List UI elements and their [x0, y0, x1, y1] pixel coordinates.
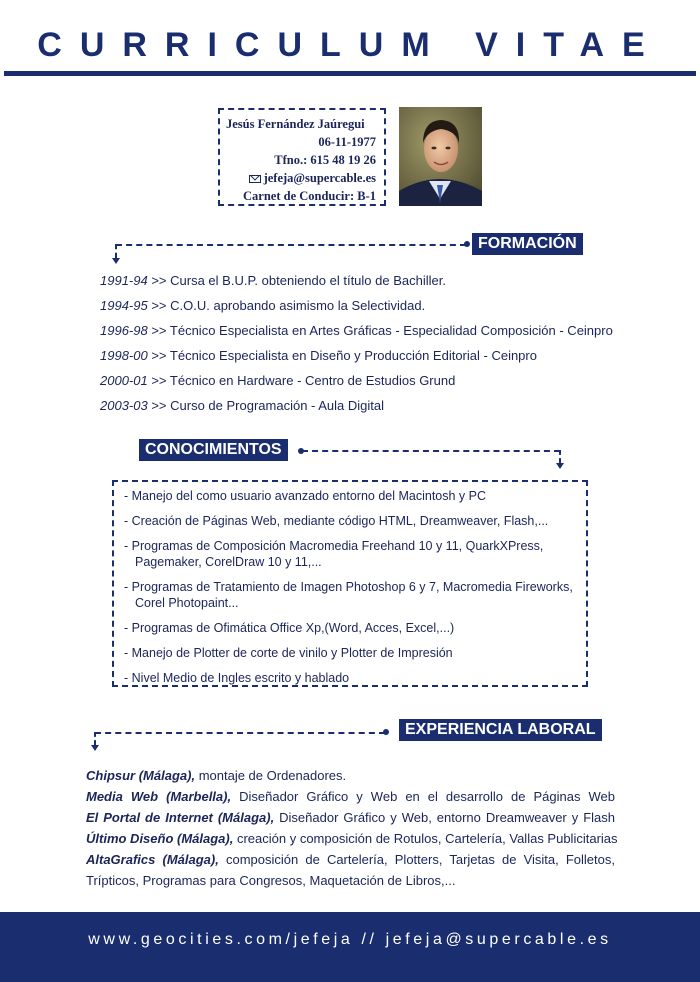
arrow-down-icon [91, 745, 99, 751]
list-item: - Programas de Composición Macromedia Freehand 10 y 11, QuarkXPress, Pagemaker, CorelDraw 10 y 11,... [124, 539, 544, 569]
contact-birthdate: 06-11-1977 [318, 135, 376, 149]
formacion-row: 1991-94 >> Cursa el B.U.P. obteniendo el título de Bachiller. [100, 273, 446, 288]
title-divider [4, 71, 696, 76]
formacion-list [100, 272, 660, 422]
formacion-connector-dot [464, 241, 470, 247]
formacion-connector-drop [115, 244, 117, 258]
footer-links[interactable]: www.geocities.com/jefeja // jefeja@supercable.es [88, 931, 612, 948]
formacion-row: 2003-03 >> Curso de Programación - Aula Digital [100, 398, 385, 413]
formacion-row: 1994-95 >> C.O.U. aprobando asimismo la Selectividad. [100, 298, 426, 313]
formacion-connector-line [116, 244, 466, 246]
conocimientos-box [112, 480, 588, 687]
portrait-image [399, 107, 482, 206]
list-item: - Programas de Tratamiento de Imagen Photoshop 6 y 7, Macromedia Fireworks, Corel Photopaint... [124, 580, 573, 610]
experiencia-line: Trípticos, Programas para Congresos, Maquetación de Libros,... [86, 873, 456, 888]
arrow-down-icon [112, 258, 120, 264]
envelope-icon [249, 175, 261, 183]
section-title-experiencia: EXPERIENCIA LABORAL [399, 719, 602, 741]
section-title-conocimientos: CONOCIMIENTOS [139, 439, 288, 461]
experiencia-line: Chipsur (Málaga), montaje de Ordenadores. [86, 768, 347, 783]
list-item: - Creación de Páginas Web, mediante código HTML, Dreamweaver, Flash,... [124, 514, 549, 528]
formacion-row: 1998-00 >> Técnico Especialista en Diseño y Producción Editorial - Ceinpro [100, 348, 537, 363]
contact-email-row[interactable] [226, 169, 376, 187]
experiencia-line: Último Diseño (Málaga), creación y composición de Rotulos, Cartelería, Vallas Publicitarias [86, 831, 618, 846]
formacion-row: 1996-98 >> Técnico Especialista en Artes Gráficas - Especialidad Composición - Ceinpro [100, 323, 613, 338]
experiencia-connector-dot [383, 729, 389, 735]
contact-card [218, 108, 386, 206]
list-item: - Programas de Ofimática Office Xp,(Word, Acces, Excel,...) [124, 621, 455, 635]
experiencia-list [86, 765, 618, 891]
contact-email[interactable]: jefeja@supercable.es [263, 171, 376, 185]
footer-bar [0, 912, 700, 982]
profile-photo [399, 107, 482, 206]
conocimientos-connector-drop [559, 450, 561, 463]
arrow-down-icon [556, 463, 564, 469]
page-title: CURRICULUM VITAE [37, 26, 663, 64]
list-item: - Manejo de Plotter de corte de vinilo y Plotter de Impresión [124, 646, 453, 660]
list-item: - Nivel Medio de Ingles escrito y hablado [124, 671, 350, 685]
conocimientos-connector-line [302, 450, 560, 452]
section-title-formacion: FORMACIÓN [472, 233, 583, 255]
experiencia-line: AltaGrafics (Málaga), composición de Cartelería, Plotters, Tarjetas de Visita, Folletos, [86, 852, 615, 867]
contact-phone: Tfno.: 615 48 19 26 [274, 153, 376, 167]
experiencia-line: El Portal de Internet (Málaga), Diseñador Gráfico y Web, entorno Dreamweaver y Flash [86, 810, 615, 825]
experiencia-line: Media Web (Marbella), Diseñador Gráfico y Web en el desarrollo de Páginas Web [86, 789, 615, 804]
formacion-row: 2000-01 >> Técnico en Hardware - Centro de Estudios Grund [100, 373, 456, 388]
experiencia-connector-drop [94, 732, 96, 745]
contact-license: Carnet de Conducir: B-1 [243, 189, 376, 203]
list-item: - Manejo del como usuario avanzado entorno del Macintosh y PC [124, 489, 487, 503]
contact-name: Jesús Fernández Jaúregui [226, 117, 365, 131]
experiencia-connector-line [95, 732, 385, 734]
